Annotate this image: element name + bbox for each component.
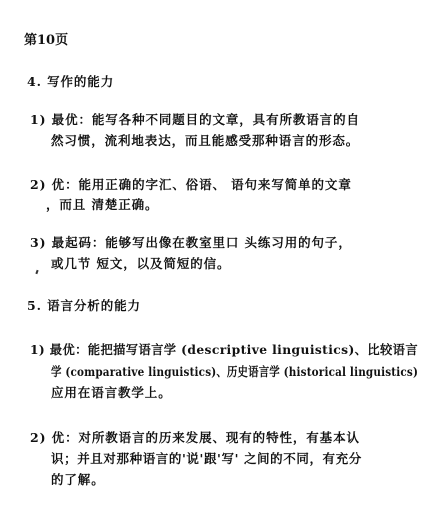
analysis-item-1-line-1: 1) 最优：能把描写语言学 (descriptive linguistics)、比较语言 bbox=[30, 342, 419, 357]
analysis-item-1-line-2: 学 (comparative linguistics)、历史语言学 (historical linguistics) bbox=[51, 364, 419, 379]
analysis-item-1-line-3: 应用在语言教学上。 bbox=[51, 385, 172, 400]
page-number: 第10页 bbox=[24, 33, 69, 48]
writing-item-2-line-2: ，而且 清楚正确。 bbox=[46, 197, 159, 212]
writing-item-1-line-2: 然习惯，流利地表达，而且能感受那种语言的形态。 bbox=[51, 133, 360, 148]
analysis-item-2-line-2: 识；并且对那种语言的'说'跟'写' 之间的不同，有充分 bbox=[51, 451, 362, 466]
analysis-item-2-line-3: 的了解。 bbox=[51, 472, 105, 487]
writing-item-2-line-1: 2) 优：能用正确的字汇、俗语、 语句来写简单的文章 bbox=[30, 177, 352, 192]
section-heading-analysis: 5. 语言分析的能力 bbox=[27, 298, 141, 313]
analysis-item-2-line-1: 2) 优：对所教语言的历来发展、现有的特性，有基本认 bbox=[30, 430, 360, 445]
scan-speck bbox=[35, 270, 38, 274]
section-heading-writing: 4. 写作的能力 bbox=[27, 74, 115, 89]
writing-item-3-line-1: 3) 最起码：能够写出像在教室里口 头练习用的句子， bbox=[30, 235, 352, 250]
writing-item-3-line-2: 或几节 短文，以及简短的信。 bbox=[51, 256, 231, 271]
writing-item-1-line-1: 1) 最优：能写各种不同题目的文章，具有所教语言的自 bbox=[30, 112, 360, 127]
